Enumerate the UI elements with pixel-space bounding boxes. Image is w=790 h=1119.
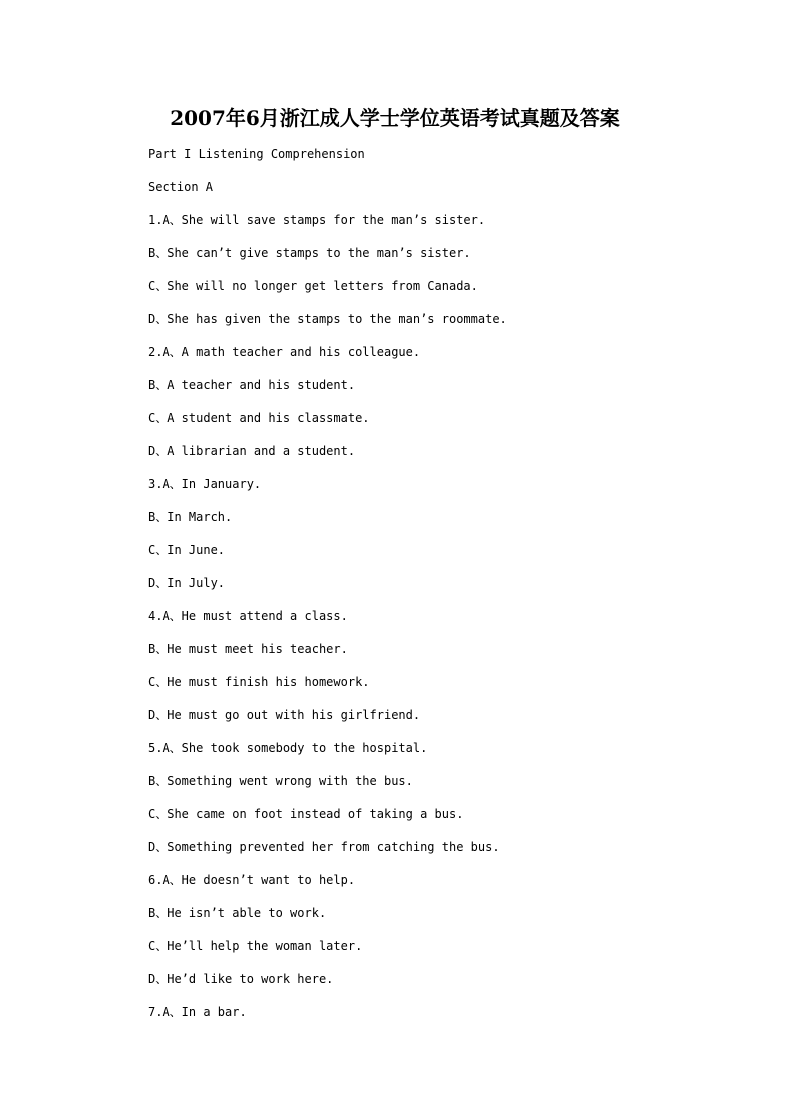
question-6-option-b: B、He isn’t able to work. [148, 906, 327, 920]
question-2-option-d: D、A librarian and a student. [148, 444, 356, 458]
question-2-option-a: 2.A、A math teacher and his colleague. [148, 345, 421, 359]
section-heading-part-1: Part I Listening Comprehension [148, 147, 365, 161]
question-1-option-b: B、She can’t give stamps to the man’s sister. [148, 246, 471, 260]
question-3-option-c: C、In June. [148, 543, 226, 557]
question-6-option-a: 6.A、He doesn’t want to help. [148, 873, 356, 887]
question-1-option-c: C、She will no longer get letters from Canada. [148, 279, 478, 293]
question-4-option-a: 4.A、He must attend a class. [148, 609, 348, 623]
question-3-option-a: 3.A、In January. [148, 477, 262, 491]
question-6-option-d: D、He’d like to work here. [148, 972, 334, 986]
question-1-option-d: D、She has given the stamps to the man’s roommate. [148, 312, 507, 326]
question-2-option-c: C、A student and his classmate. [148, 411, 370, 425]
question-4-option-d: D、He must go out with his girlfriend. [148, 708, 421, 722]
document-body [148, 145, 748, 1036]
question-5-option-c: C、She came on foot instead of taking a bus. [148, 807, 464, 821]
question-1-option-a: 1.A、She will save stamps for the man’s sister. [148, 213, 486, 227]
question-5-option-b: B、Something went wrong with the bus. [148, 774, 413, 788]
question-3-option-d: D、In July. [148, 576, 226, 590]
question-5-option-a: 5.A、She took somebody to the hospital. [148, 741, 428, 755]
question-5-option-d: D、Something prevented her from catching the bus. [148, 840, 500, 854]
section-heading-section-a: Section A [148, 180, 214, 194]
question-4-option-c: C、He must finish his homework. [148, 675, 370, 689]
question-6-option-c: C、He’ll help the woman later. [148, 939, 363, 953]
question-7-option-a: 7.A、In a bar. [148, 1005, 247, 1019]
question-4-option-b: B、He must meet his teacher. [148, 642, 348, 656]
question-3-option-b: B、In March. [148, 510, 233, 524]
question-2-option-b: B、A teacher and his student. [148, 378, 356, 392]
document-title: 2007年6月浙江成人学士学位英语考试真题及答案 [170, 106, 620, 130]
